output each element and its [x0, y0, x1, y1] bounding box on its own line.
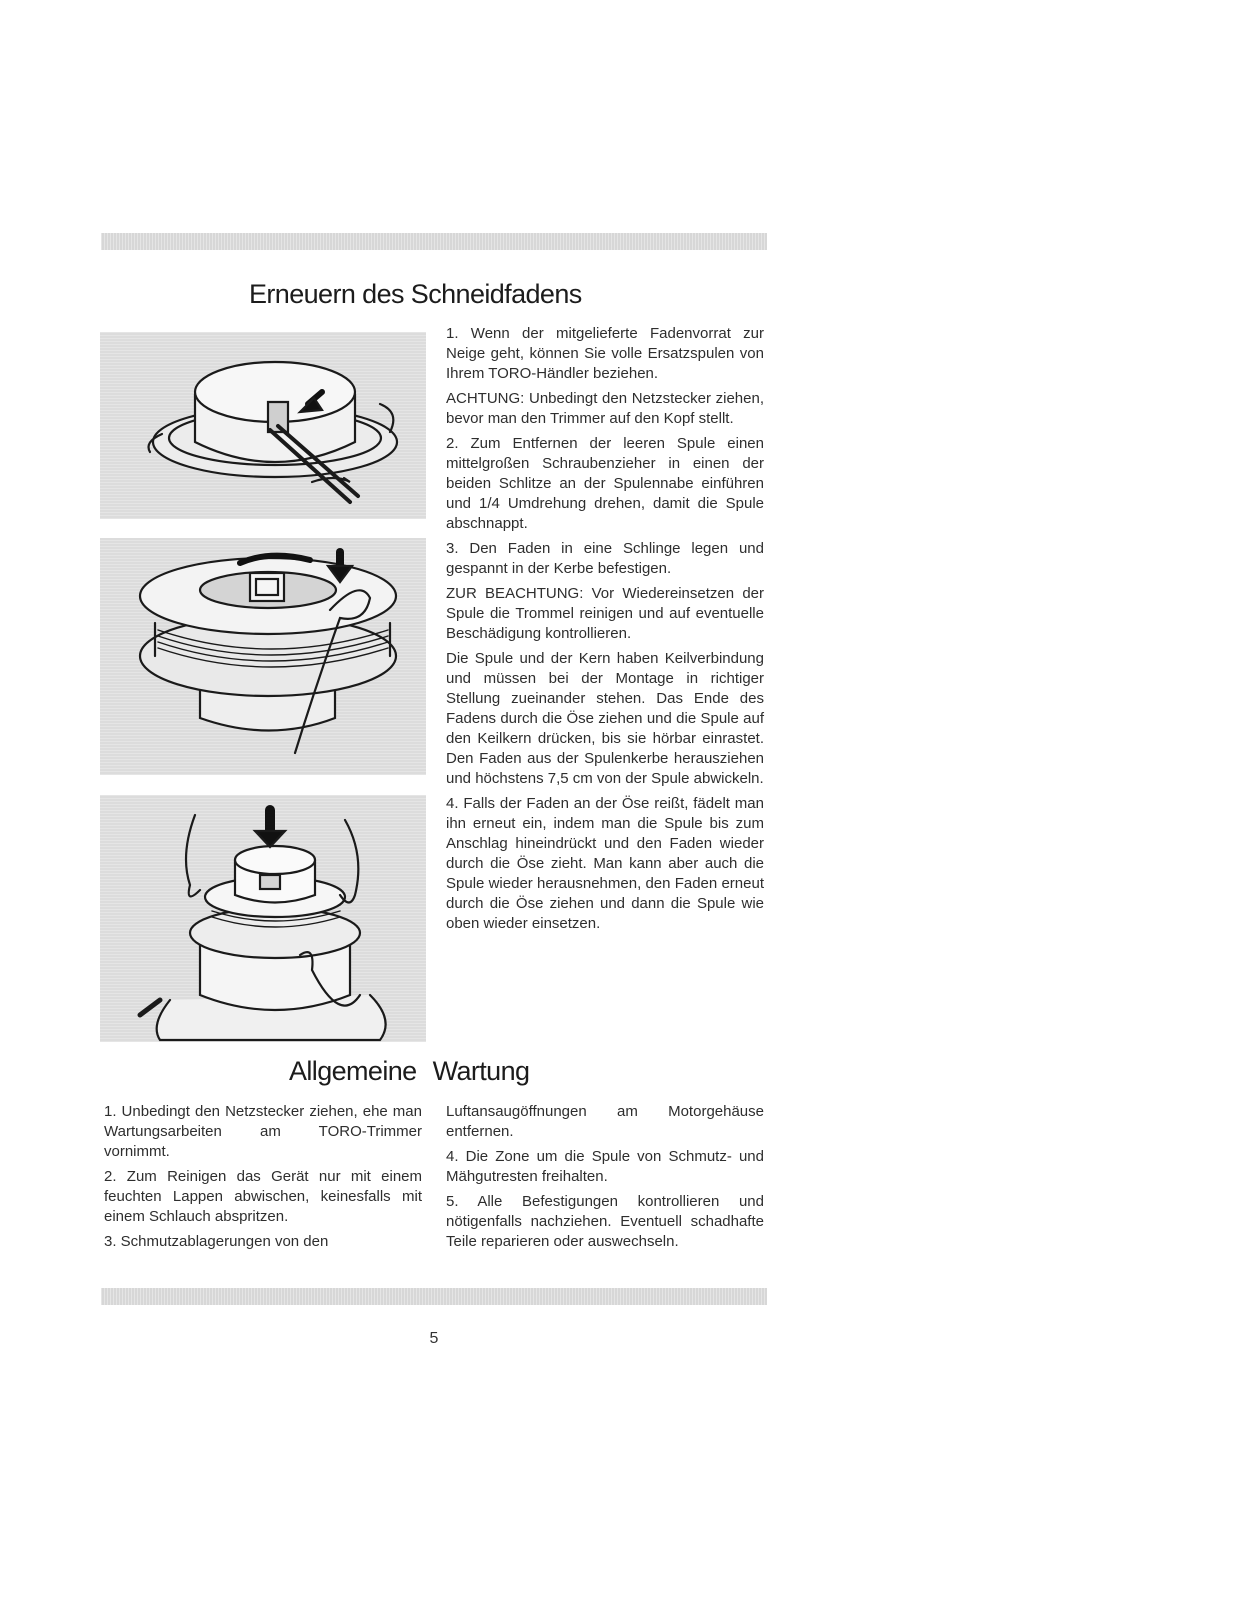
title-word: Wartung — [432, 1056, 530, 1086]
section-title-maintenance — [289, 1056, 529, 1087]
instruction-paragraph: 3. Den Faden in eine Schlinge legen und gespannt in der Kerbe befestigen. — [446, 540, 764, 577]
replace-line-instructions — [446, 324, 764, 939]
instruction-paragraph: Die Spule und der Kern haben Keilverbindung und müssen bei der Montage in richtiger Stellung zueinander stehen. Das Ende des Fadens durch die Öse ziehen und die Spule auf den Keilkern drücken, bis sie hörbar einrastet. Den Faden aus der Spulenkerbe herausziehen und höchstens 7,5 cm von der Spule abwickeln. — [446, 650, 764, 787]
illustration-spool-loop — [100, 538, 426, 775]
title-word: Allgemeine — [289, 1056, 417, 1086]
section-title-replace-line: Erneuern des Schneidfadens — [249, 279, 582, 309]
maintenance-paragraph: 1. Unbedingt den Netzstecker ziehen, ehe man Wartungsarbeiten am TORO-Trimmer vornimmt. — [104, 1103, 422, 1160]
instruction-paragraph: 1. Wenn der mitgelieferte Fadenvorrat zur Neige geht, können Sie volle Ersatzspulen von Ihrem TORO-Händler beziehen. — [446, 325, 764, 382]
note-paragraph: ZUR BEACHTUNG: Vor Wiedereinsetzen der Spule die Trommel reinigen und auf eventuelle Beschädigung kontrollieren. — [446, 585, 764, 642]
illustration-insert-spool — [100, 795, 426, 1042]
bottom-divider — [101, 1288, 767, 1305]
maintenance-paragraph: Luftansaugöffnungen am Motorgehäuse entfernen. — [446, 1103, 764, 1140]
page-number: 5 — [429, 1330, 439, 1347]
maintenance-right-column — [446, 1102, 764, 1257]
illustration-remove-spool — [100, 332, 426, 519]
top-divider — [101, 233, 767, 250]
warning-paragraph: ACHTUNG: Unbedingt den Netzstecker ziehen, bevor man den Trimmer auf den Kopf stellt. — [446, 390, 764, 427]
maintenance-paragraph: 5. Alle Befestigungen kontrollieren und nötigenfalls nachziehen. Eventuell schadhafte Teile reparieren oder auswechseln. — [446, 1193, 764, 1250]
maintenance-left-column — [104, 1102, 422, 1257]
maintenance-paragraph: 3. Schmutzablagerungen von den — [104, 1233, 329, 1250]
instruction-paragraph: 4. Falls der Faden an der Öse reißt, fädelt man ihn erneut ein, indem man die Spule bis zum Anschlag hineindrückt und den Faden wieder durch die Öse zieht. Man kann aber auch die Spule wieder herausnehmen, den Faden erneut durch die Öse ziehen und dann die Spule wie oben wieder einsetzen. — [446, 795, 764, 932]
maintenance-paragraph: 4. Die Zone um die Spule von Schmutz- und Mähgutresten freihalten. — [446, 1148, 764, 1185]
instruction-paragraph: 2. Zum Entfernen der leeren Spule einen mittelgroßen Schraubenzieher in einen der beiden Schlitze an der Spulennabe einführen und 1/4 Umdrehung drehen, damit die Spule abschnappt. — [446, 435, 764, 532]
maintenance-paragraph: 2. Zum Reinigen das Gerät nur mit einem feuchten Lappen abwischen, keinesfalls mit einem Schlauch abspritzen. — [104, 1168, 422, 1225]
